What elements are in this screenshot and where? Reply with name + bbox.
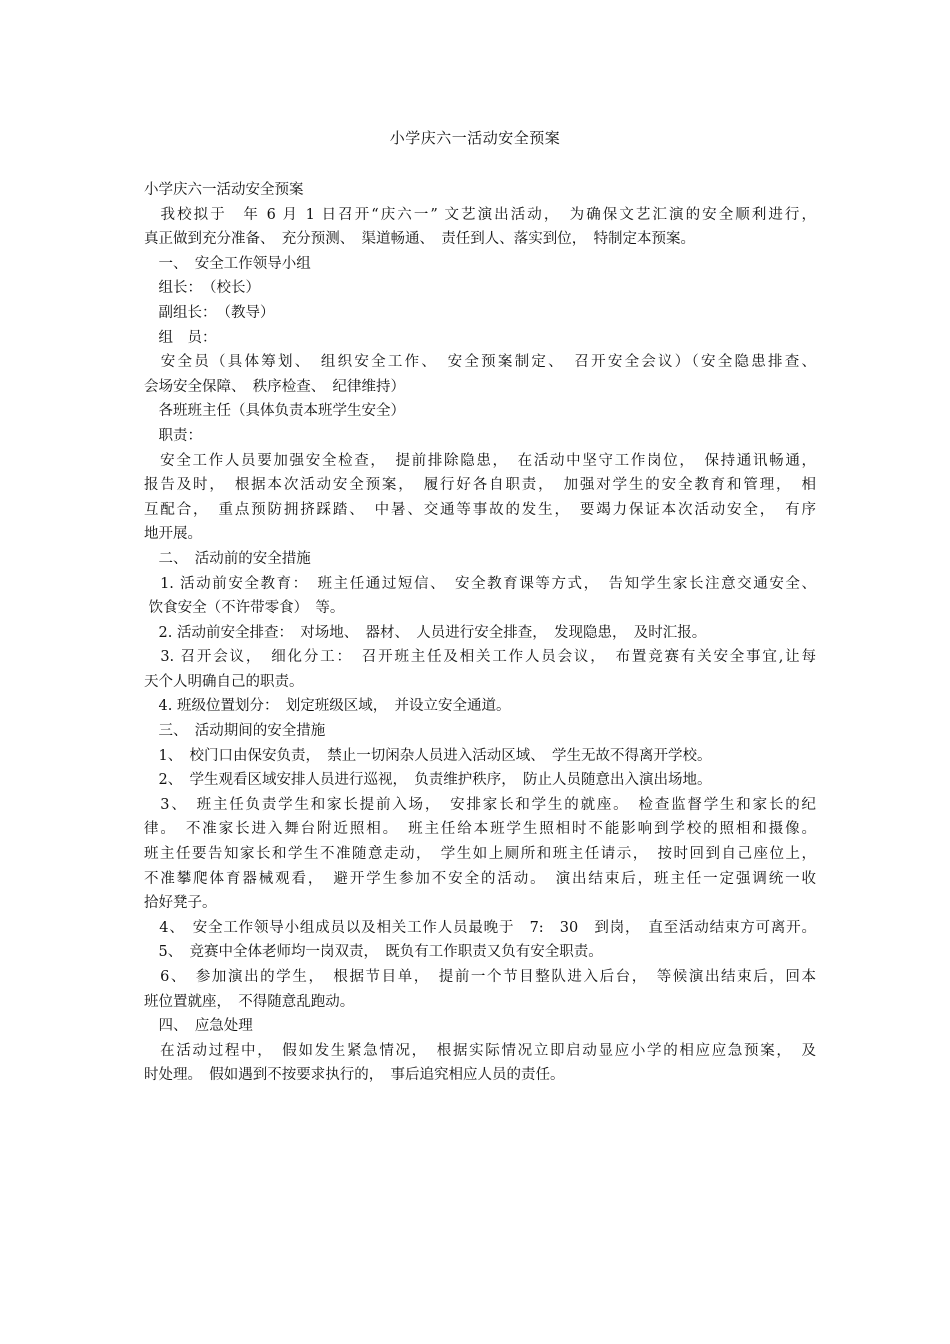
body-line: 各班班主任（具体负责本班学生安全） bbox=[144, 403, 405, 420]
body-line: 班位置就座， 不得随意乱跑动。 bbox=[144, 993, 355, 1010]
body-line: 安全员（具体筹划、 组织安全工作、 安全预案制定、 召开安全会议）（安全隐患排查、 bbox=[144, 354, 816, 371]
body-line: 互配合， 重点预防拥挤踩踏、 中暑、交通等事故的发生， 要竭力保证本次活动安全， 有序 bbox=[144, 501, 816, 518]
body-line: 小学庆六一活动安全预案 bbox=[144, 182, 304, 198]
body-line: 在活动过程中， 假如发生紧急情况， 根据实际情况立即启动显应小学的相应应急预案， 及 bbox=[144, 1042, 816, 1059]
body-line: 三、 活动期间的安全措施 bbox=[144, 723, 326, 740]
body-line: 律。 不准家长进入舞台附近照相。 班主任给本班学生照相时不能影响到学校的照相和摄像。 bbox=[144, 821, 816, 838]
body-line: 饮食安全（不许带零食） 等。 bbox=[144, 600, 345, 617]
body-line: 5、 竞赛中全体老师均一岗双责， 既负有工作职责又负有安全职责。 bbox=[144, 944, 603, 961]
body-line: 时处理。 假如遇到不按要求执行的， 事后追究相应人员的责任。 bbox=[144, 1067, 565, 1084]
document-title: 小学庆六一活动安全预案 bbox=[389, 129, 561, 147]
body-line: 3. 召开会议， 细化分工： 召开班主任及相关工作人员会议， 布置竞赛有关安全事宜,让每 bbox=[144, 649, 816, 666]
body-line: 3、 班主任负责学生和家长提前入场， 安排家长和学生的就座。 检查监督学生和家长的纪 bbox=[144, 796, 816, 813]
body-line: 会场安全保障、 秩序检查、 纪律维持） bbox=[144, 378, 405, 395]
body-line: 拾好凳子。 bbox=[144, 895, 217, 912]
body-line: 地开展。 bbox=[144, 526, 202, 543]
document-body bbox=[144, 178, 816, 1088]
body-line: 组长： （校长） bbox=[144, 280, 260, 297]
body-line: 6、 参加演出的学生， 根据节目单， 提前一个节目整队进入后台， 等候演出结束后，回本 bbox=[144, 969, 816, 985]
body-line: 4. 班级位置划分： 划定班级区域， 并设立安全通道。 bbox=[144, 698, 511, 715]
body-line: 组 员： bbox=[144, 329, 217, 346]
body-line: 1、 校门口由保安负责， 禁止一切闲杂人员进入活动区域、 学生无故不得离开学校。 bbox=[144, 747, 712, 764]
body-line: 副组长： （教导） bbox=[144, 304, 275, 321]
body-line: 四、 应急处理 bbox=[144, 1018, 253, 1035]
body-line: 职责： bbox=[144, 427, 202, 444]
body-line: 我校拟于 年 6 月 1 日召开“庆六一” 文艺演出活动， 为确保文艺汇演的安全顺利进行， bbox=[144, 206, 816, 223]
body-line: 安全工作人员要加强安全检查， 提前排除隐患， 在活动中坚守工作岗位， 保持通讯畅通， bbox=[144, 452, 816, 469]
body-line: 1. 活动前安全教育： 班主任通过短信、 安全教育课等方式， 告知学生家长注意交通安全、 bbox=[144, 575, 816, 592]
body-line: 2、 学生观看区域安排人员进行巡视， 负责维护秩序， 防止人员随意出入演出场地。 bbox=[144, 772, 712, 789]
body-line: 真正做到充分准备、 充分预测、 渠道畅通、 责任到人、落实到位， 特制定本预案。 bbox=[144, 231, 695, 248]
body-line: 不准攀爬体育器械观看， 避开学生参加不安全的活动。 演出结束后，班主任一定强调统一收 bbox=[144, 870, 816, 887]
body-line: 4、 安全工作领导小组成员以及相关工作人员最晚于 7: 30 到岗， 直至活动结束方可离开。 bbox=[144, 919, 816, 936]
body-line: 天个人明确自己的职责。 bbox=[144, 673, 304, 690]
body-line: 一、 安全工作领导小组 bbox=[144, 255, 311, 272]
body-line: 2. 活动前安全排查： 对场地、 器材、 人员进行安全排查， 发现隐患， 及时汇报。 bbox=[144, 624, 707, 641]
body-line: 二、 活动前的安全措施 bbox=[144, 550, 311, 567]
body-line: 报告及时， 根据本次活动安全预案， 履行好各自职责， 加强对学生的安全教育和管理， 相 bbox=[144, 477, 816, 494]
body-line: 班主任要告知家长和学生不准随意走动， 学生如上厕所和班主任请示， 按时回到自己座位上， bbox=[144, 846, 816, 863]
